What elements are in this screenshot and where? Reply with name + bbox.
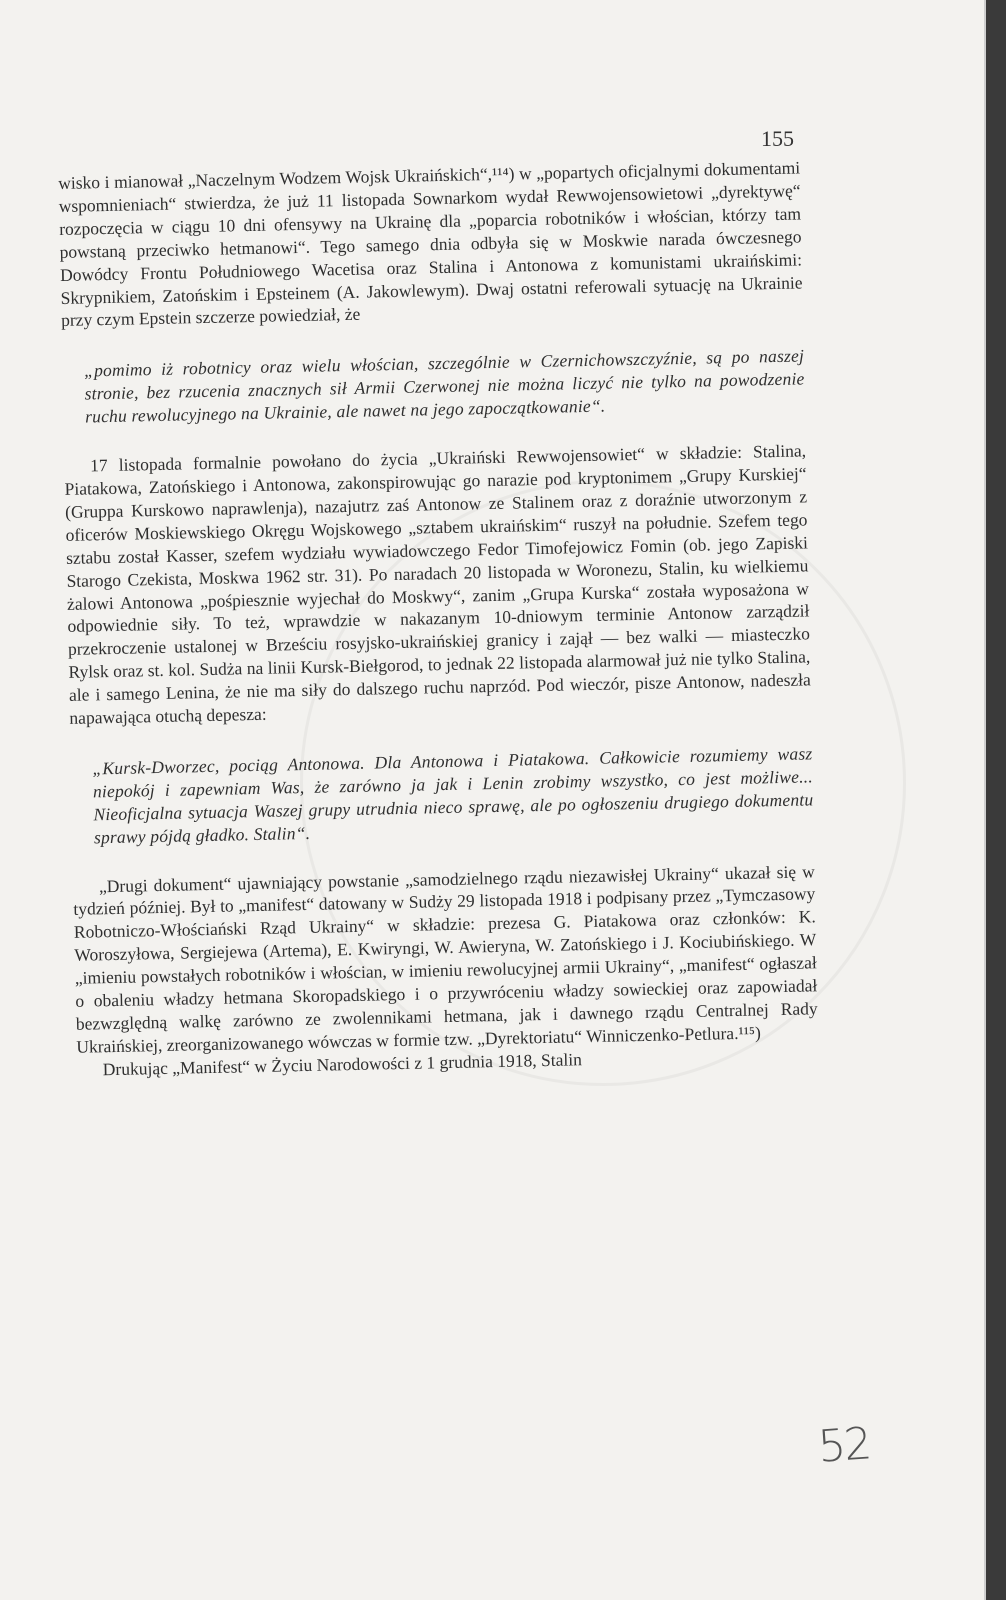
handwritten-page-note: 52 [816,1418,872,1473]
paragraph-2: 17 listopada formalnie powołano do życia „Ukraiński Rewwojensowiet“ w składzie: Stalina, Piatakowa, Zatońskiego i Antonowa, zakonspirowując go narazie pod kryptonimem „Grupy Kurskiej“ (Gruppa Kurskowo naprawlenja), nazajutrz zaś Antonow ze Stalinem oraz z doraźnie utworzonym z oficerów Moskiewskiego Okręgu Wojskowego „sztabem ukraińskim“ ruszył na południe. Szefem tego sztabu został Kasser, szefem wydziału wywiadowczego Fedor Timofejowicz Fomin (ob. jego Zapiski Starogo Czekista, Moskwa 1962 str. 31). Po naradach 20 listopada w Woronezu, Stalin, ku wielkiemu żalowi Antonowa „pośpiesznie wyjechał do Moskwy“, zanim „Grupa Kurska“ została wyposażona w odpowiednie siły. To też, wprawdzie w nakazanym 10-dniowym terminie Antonow zarządził przekroczenie ustalonej w Brześciu rosyjsko-ukraińskiej granicy i zajął — bez walki — miasteczko Rylsk oraz st. kol. Sudża na linii Kursk-Biełgorod, to jednak 22 listopada alarmował już nie tylko Stalina, ale i samego Lenina, że nie ma siły do dalszego ruchu naprzód. Pod wieczór, pisze Antonow, nadeszła napawająca otuchą depesza: [64,440,812,728]
paragraph-1: wisko i mianował „Naczelnym Wodzem Wojsk Ukraińskich“,¹¹⁴) w „popartych oficjalnymi dokumentami wspomnieniach“ stwierdza, że już 11 listopada Sownarkom wydał Rewwojensowietowi „dyrektywę“ rozpoczęcia w ciągu 10 dni ofensywy na Ukrainę dla „poparcia robotników i włościan, którzy tam powstaną przeciwko hetmanowi“. Tego samego dnia odbyła się w Moskwie narada ówczesnego Dowódcy Frontu Południowego Wacetisa oraz Stalina i Antonowa z komunistami ukraińskimi: Skrypnikiem, Zatońskim i Epsteinem (A. Jakowlewym). Dwaj ostatni referowali sytuację na Ukrainie przy czym Epstein szczerze powiedział, że [58,157,803,331]
body-text [58,156,819,1081]
paragraph-4: Drukując „Manifest“ w Życiu Narodowości z 1 grudnia 1918, Stalin [102,1049,583,1080]
quote-stalin-telegram: „Kursk-Dworzec, pociąg Antonowa. Dla Antonowa i Piatakowa. Całkowicie rozumiemy wasz niepokój i zapewniam Was, że zarówno ja jak i Lenin zrobimy wszystko, co jest możliwe... Nieoficjalna sytuacja Waszej grupy utrudnia nieco sprawę, ale po ogłoszeniu drugiego dokumentu sprawy pójdą gładko. Stalin“. [92,743,814,848]
page-number: 155 [761,126,794,151]
paragraph-3: „Drugi dokument“ ujawniający powstanie „samodzielnego rządu niezawisłej Ukrainy“ ukazał się w tydzień później. Był to „manifest“ datowany w Sudży 29 listopada 1918 i podpisany przez „Tymczasowy Robotniczo-Włościański Rząd Ukrainy“ w składzie: prezesa G. Piatakowa oraz członków: K. Woroszyłowa, Sergiejewa (Artema), E. Kwiryngi, W. Awieryna, W. Zatońskiego i J. Kociubińskiego. W „imieniu powstałych robotników i włościan, w imieniu rewolucyjnej armii Ukrainy“, „manifest“ ogłaszał o obaleniu władzy hetmana Skoropadskiego i o przywróceniu władzy sowieckiej oraz zapowiadał bezwzględną walkę zarówno ze zwolennikami hetmana, jak i dawnego rządu Centralnej Rady Ukraińskiej, zreorganizowanego wówczas w formie tzw. „Dyrektoriatu“ Winniczenko-Petlura.¹¹⁵) [73,860,818,1057]
quote-epstein: „pomimo iż robotnicy oraz wielu włościan, szczególnie w Czernichowszczyźnie, są po naszej stronie, bez rzucenia znacznych sił Armii Czerwonej nie można liczyć nie tylko na powodzenie ruchu rewolucyjnego na Ukrainie, ale nawet na jego zapoczątkowanie“. [83,345,805,427]
